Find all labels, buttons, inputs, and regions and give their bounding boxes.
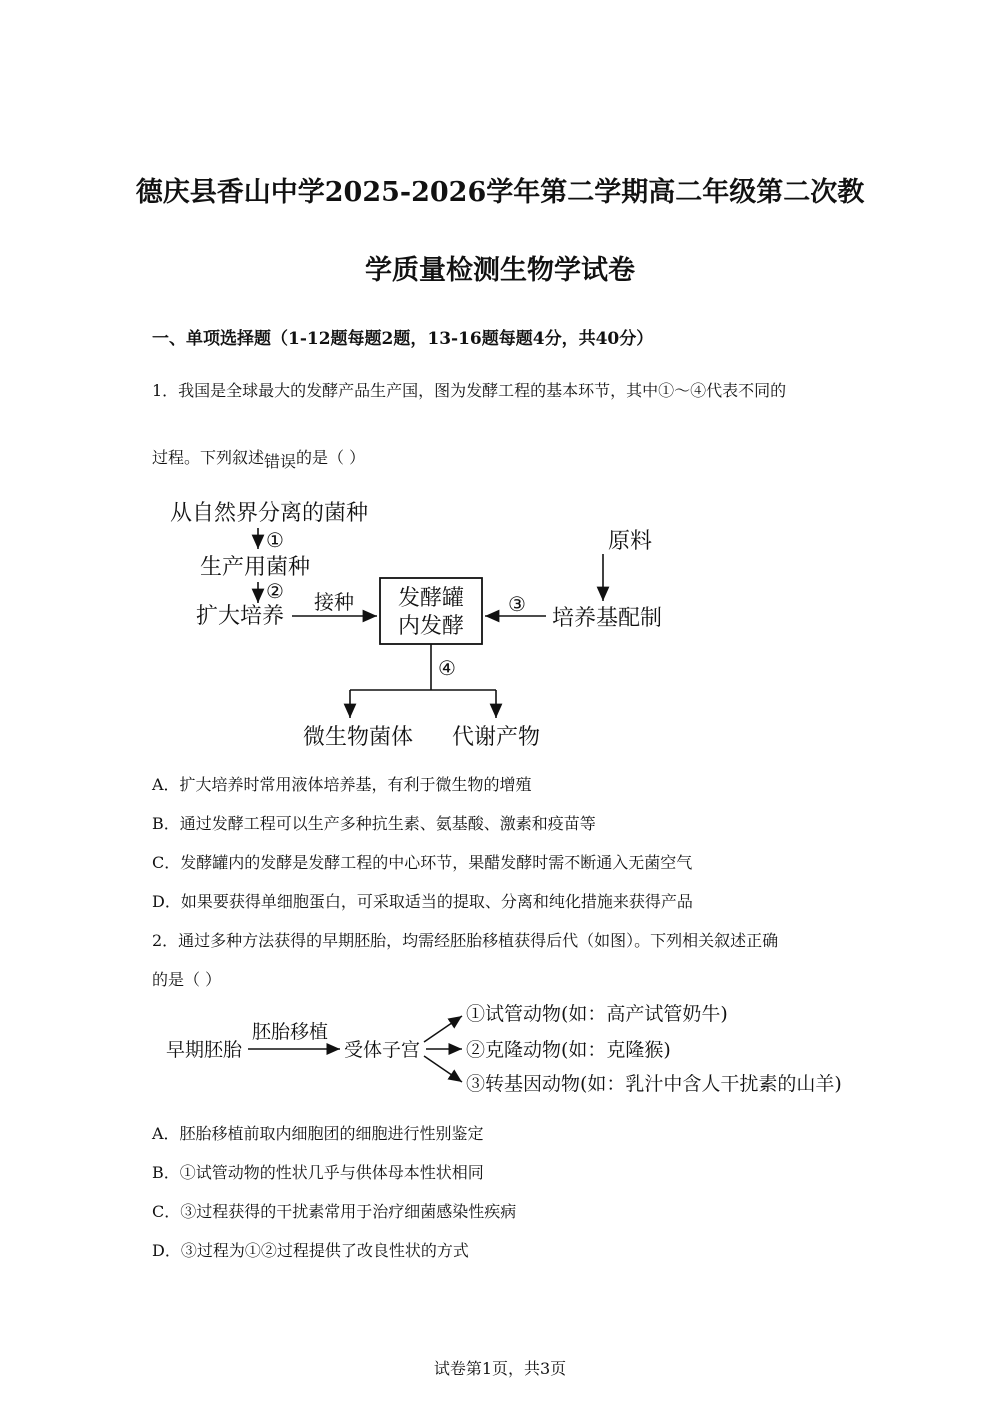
raw-material-label: 原料: [608, 529, 653, 554]
page-footer: 试卷第1页，共3页: [433, 1359, 567, 1378]
q1-stem-pre: 过程。下列叙述: [152, 448, 265, 467]
arrow-out3: [424, 1056, 462, 1082]
embryo-transfer-diagram: [160, 996, 880, 1102]
fermentation-diagram: [150, 492, 690, 762]
q1-option-d: D．如果要获得单细胞蛋白，可采取适当的提取、分离和纯化措施来获得产品: [152, 892, 693, 911]
q1-option-c: C．发酵罐内的发酵是发酵工程的中心环节，果醋发酵时需不断通入无菌空气: [152, 853, 693, 872]
step3-marker: ③: [508, 592, 526, 616]
exam-title-line2: 学质量检测生物学试卷: [365, 255, 635, 286]
q2-option-a: A．胚胎移植前取内细胞团的细胞进行性别鉴定: [152, 1124, 484, 1143]
source-strain-label: 从自然界分离的菌种: [170, 501, 369, 526]
q2-stem-line1: 2．通过多种方法获得的早期胚胎，均需经胚胎移植获得后代（如图）。下列相关叙述正确: [152, 931, 779, 950]
inoculate-label: 接种: [314, 590, 354, 614]
transfer-label: 胚胎移植: [252, 1021, 329, 1043]
step2-marker: ②: [266, 579, 284, 603]
scale-up-label: 扩大培养: [196, 604, 285, 629]
arrow-out1: [424, 1016, 462, 1042]
q1-option-a: A．扩大培养时常用液体培养基，有利于微生物的增殖: [152, 775, 532, 794]
q2-option-b: B．①试管动物的性状几乎与供体母本性状相同: [152, 1163, 484, 1182]
q1-stem-line2: [152, 445, 366, 471]
outcome-test-tube-animal: ①试管动物(如：高产试管奶牛): [466, 1003, 728, 1025]
q1-option-b: B．通过发酵工程可以生产多种抗生素、氨基酸、激素和疫苗等: [152, 814, 596, 833]
step1-marker: ①: [266, 528, 284, 552]
q2-stem-line2: 的是（ ）: [152, 970, 222, 989]
outcome-cloned-animal: ②克隆动物(如：克隆猴): [466, 1039, 671, 1061]
q1-stem-emphasis: 错误: [264, 452, 297, 471]
recipient-label: 受体子宫: [344, 1039, 421, 1061]
step4-marker: ④: [438, 656, 456, 680]
exam-title-line1: 德庆县香山中学2025-2026学年第二学期高二年级第二次教: [135, 177, 865, 208]
tank-line2: 内发酵: [397, 614, 465, 639]
q1-stem-post: 的是（ ）: [296, 448, 366, 467]
embryo-label: 早期胚胎: [166, 1039, 243, 1061]
q2-option-c: C．③过程获得的干扰素常用于治疗细菌感染性疾病: [152, 1202, 517, 1221]
metabolites-label: 代谢产物: [452, 725, 541, 750]
tank-line1: 发酵罐: [397, 586, 465, 611]
q2-option-d: D．③过程为①②过程提供了改良性状的方式: [152, 1241, 469, 1260]
cells-label: 微生物菌体: [303, 725, 414, 750]
medium-prep-label: 培养基配制: [552, 606, 663, 631]
section-heading: 一、单项选择题（1-12题每题2题，13-16题每题4分，共40分）: [152, 329, 654, 349]
outcome-transgenic-animal: ③转基因动物(如：乳汁中含人干扰素的山羊): [466, 1073, 842, 1095]
q1-stem-line1: 1．我国是全球最大的发酵产品生产国，图为发酵工程的基本环节，其中①～④代表不同的: [152, 381, 787, 400]
production-strain-label: 生产用菌种: [200, 555, 311, 580]
